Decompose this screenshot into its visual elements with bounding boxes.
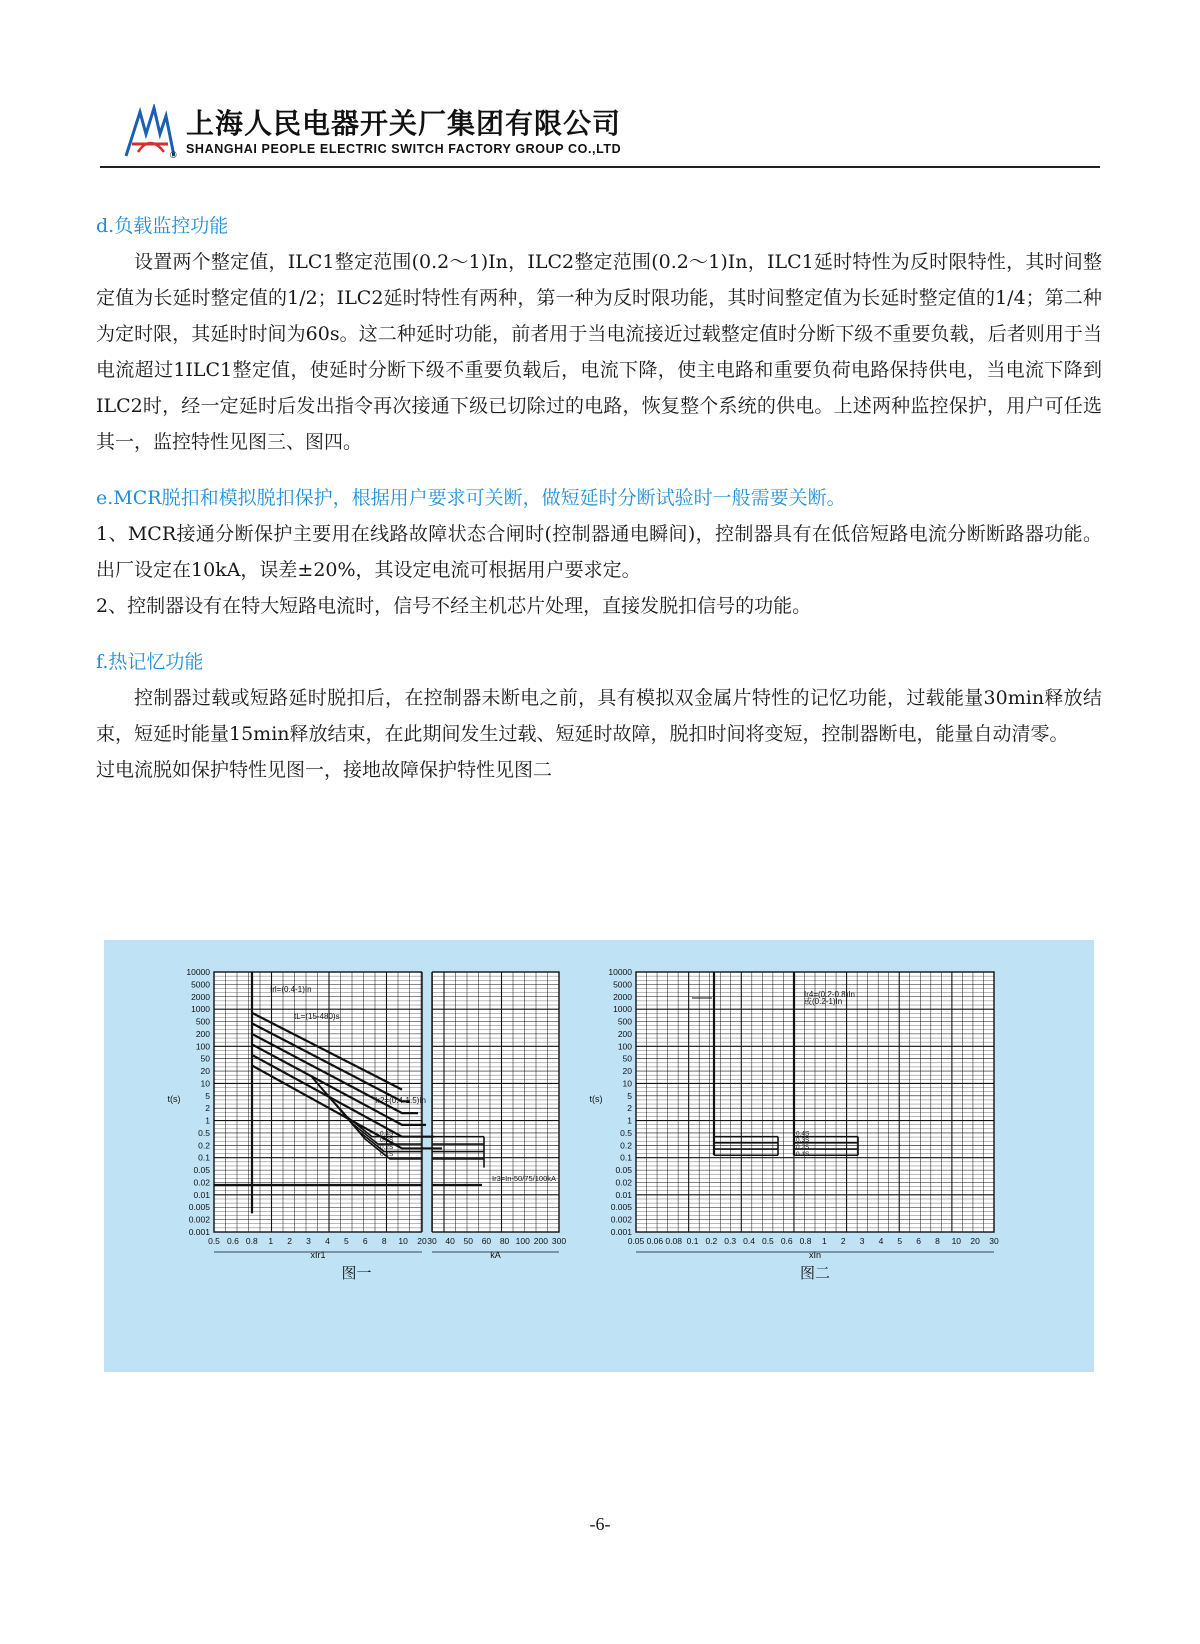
y-tick-label: 0.2 — [620, 1140, 632, 1151]
section-f-title: f.热记忆功能 — [96, 651, 204, 673]
x-tick-label: 4 — [878, 1236, 884, 1246]
x-tick-label: 0.8 — [245, 1236, 258, 1246]
y-tick-label: 1 — [627, 1115, 632, 1126]
section-d-title: d.负载监控功能 — [96, 215, 229, 237]
x-tick-label: 6 — [916, 1236, 921, 1246]
y-tick-label: 0.05 — [193, 1165, 210, 1176]
y-tick-label: 50 — [200, 1053, 210, 1064]
annotation-step: 0.1S — [796, 1150, 810, 1158]
y-tick-label: 0.05 — [615, 1165, 632, 1176]
y-tick-label: 10000 — [608, 967, 632, 977]
y-tick-label: 5000 — [191, 979, 210, 990]
y-tick-label: 5000 — [613, 979, 632, 990]
y-tick-label: 1 — [205, 1115, 210, 1126]
y-tick-label: 100 — [617, 1041, 632, 1052]
y-tick-label: 0.5 — [198, 1127, 210, 1138]
x-tick-label: 0.5 — [761, 1236, 774, 1246]
annotation-step: 0.3S — [796, 1137, 810, 1145]
annotation: Ir2=(0.4-1.5)In — [375, 1096, 426, 1106]
x-tick-label: 5 — [897, 1236, 903, 1246]
y-tick-label: 0.01 — [615, 1189, 632, 1200]
y-tick-label: 0.1 — [620, 1152, 632, 1163]
annotation: Ir3=In-50/75/100kA — [492, 1174, 557, 1184]
y-tick-label: 0.005 — [610, 1202, 632, 1213]
y-tick-label: 0.001 — [188, 1227, 210, 1237]
chart-panel — [104, 940, 1094, 1372]
company-logo-icon — [120, 104, 180, 160]
chart-2 — [590, 967, 999, 1282]
x2-tick-label: 300 — [551, 1236, 567, 1246]
y-axis-label: t(s) — [167, 1094, 181, 1104]
y-tick-label: 0.5 — [620, 1127, 632, 1138]
y-tick-label: 2 — [627, 1103, 632, 1114]
header-divider — [100, 166, 1100, 168]
section-d-body: 设置两个整定值，ILC1整定范围(0.2～1)In，ILC2整定范围(0.2～1)In，ILC1延时特性为反时限特性，其时间整定值为长延时整定值的1/2；ILC2延时特性有两种，第一种为反时限功能，其时间整定值为长延时整定值的1/4；第二种为定时限，其延时时间为60s。这二种延时功能，前者用于当电流接近过载整定值时分断下级不重要负载，后者则用于当电流超过1ILC1整定值，使延时分断下级不重要负载后，电流下降，使主电路和重要负荷电路保持供电，当电流下降到ILC2时，经一定延时后发出指令再次接通下级已切除过的电路，恢复整个系统的供电。上述两种监控保护，用户可任选其一，监控特性见图三、图四。 — [96, 251, 1102, 453]
annotation: Ir4=(0.2-0.8)In — [804, 989, 855, 999]
y-tick-label: 500 — [195, 1016, 210, 1027]
y-tick-label: 0.2 — [198, 1140, 210, 1151]
section-e-item-1: 1、MCR接通分断保护主要用在线路故障状态合闸时(控制器通电瞬间)，控制器具有在低倍短路电流分断断路器功能。出厂设定在10kA，误差±20%，其设定电流可根据用户要求定。 — [96, 523, 1102, 581]
x2-tick-label: 40 — [445, 1236, 455, 1246]
x2-tick-label: 30 — [427, 1236, 437, 1246]
x2-tick-label: 80 — [499, 1236, 510, 1246]
y-tick-label: 10000 — [186, 967, 210, 977]
y-tick-label: 0.005 — [188, 1202, 210, 1213]
x2-tick-label: 60 — [481, 1236, 492, 1246]
x-tick-label: 20 — [417, 1236, 427, 1246]
x-axis-label: xIr1 — [310, 1250, 326, 1260]
y-tick-label: 0.01 — [193, 1189, 210, 1200]
x-tick-label: 0.6 — [780, 1236, 793, 1246]
x-tick-label: 30 — [989, 1236, 999, 1246]
y-tick-label: 50 — [622, 1053, 632, 1064]
x-tick-label: 1 — [268, 1236, 274, 1246]
y-axis-label: t(s) — [589, 1094, 603, 1104]
x-tick-label: 10 — [951, 1236, 962, 1246]
x-tick-label: 0.5 — [208, 1236, 220, 1246]
x-tick-label: 0.3 — [724, 1236, 737, 1246]
page-number: -6- — [589, 1514, 611, 1534]
y-tick-label: 5 — [627, 1090, 632, 1101]
company-name-cn: 上海人民电器开关厂集团有限公司 — [186, 107, 622, 140]
y-tick-label: 10 — [622, 1078, 632, 1089]
y-tick-label: 2000 — [613, 991, 632, 1002]
x-tick-label: 10 — [398, 1236, 408, 1246]
x-tick-label: 20 — [970, 1236, 980, 1246]
x-tick-label: 5 — [343, 1236, 349, 1246]
characteristic-curves — [104, 940, 1094, 1372]
x2-tick-label: 100 — [515, 1236, 530, 1246]
y-tick-label: 20 — [200, 1066, 210, 1077]
y-tick-label: 2 — [205, 1103, 210, 1114]
chart-caption: 图二 — [799, 1265, 831, 1282]
page-header — [100, 96, 1100, 166]
x-tick-label: 0.6 — [226, 1236, 239, 1246]
y-tick-label: 10 — [200, 1078, 210, 1089]
annotation-step: 0.4S — [380, 1130, 394, 1138]
x-tick-label: 1 — [822, 1236, 827, 1246]
y-tick-label: 20 — [622, 1066, 632, 1077]
section-e-item-2: 2、控制器设有在特大短路电流时，信号不经主机芯片处理，直接发脱扣信号的功能。 — [96, 595, 812, 617]
annotation-step: 0.4S — [796, 1130, 810, 1138]
x-tick-label: 0.2 — [705, 1236, 718, 1246]
x-tick-label: 8 — [935, 1236, 940, 1246]
annotation-step: 0.2S — [796, 1144, 810, 1152]
annotation-step: 0.2S — [380, 1144, 394, 1152]
company-name-en: SHANGHAI PEOPLE ELECTRIC SWITCH FACTORY GROUP CO.,LTD — [186, 142, 622, 156]
page-body — [96, 208, 1102, 788]
y-tick-label: 0.002 — [188, 1214, 210, 1225]
y-tick-label: 1000 — [191, 1004, 210, 1015]
annotation-step: 0.3S — [380, 1137, 394, 1145]
x2-tick-label: 200 — [533, 1236, 548, 1246]
x-tick-label: 3 — [859, 1236, 865, 1246]
y-tick-label: 5 — [205, 1090, 210, 1101]
y-tick-label: 200 — [617, 1028, 632, 1039]
x-tick-label: 6 — [362, 1236, 368, 1246]
x-tick-label: 0.8 — [799, 1236, 812, 1246]
x-axis-label: xIn — [808, 1250, 822, 1260]
section-e-title: e.MCR脱扣和模拟脱扣保护，根据用户要求可关断，做短延时分断试验时一般需要关断。 — [96, 487, 846, 509]
y-tick-label: 2000 — [191, 991, 210, 1002]
x-tick-label: 4 — [325, 1236, 330, 1246]
x-tick-label: 0.4 — [743, 1236, 755, 1246]
x-tick-label: 0.08 — [665, 1236, 682, 1246]
y-tick-label: 0.1 — [198, 1152, 210, 1163]
x-tick-label: 2 — [840, 1236, 846, 1246]
y-tick-label: 0.002 — [610, 1214, 632, 1225]
y-tick-label: 0.02 — [193, 1177, 210, 1188]
section-f-body: 控制器过载或短路延时脱扣后，在控制器未断电之前，具有模拟双金属片特性的记忆功能，过载能量30min释放结束，短延时能量15min释放结束，在此期间发生过载、短延时故障，脱扣时间将变短，控制器断电，能量自动清零。 — [96, 687, 1102, 745]
x2-tick-label: 50 — [463, 1236, 474, 1246]
x-tick-label: 2 — [287, 1236, 293, 1246]
registered-mark: ® — [170, 150, 177, 160]
section-f-note: 过电流脱如保护特性见图一，接地故障保护特性见图二 — [96, 759, 553, 781]
chart-1 — [168, 967, 567, 1282]
annotation: Irl=(0.4-1)In — [270, 984, 312, 994]
x-tick-label: 8 — [381, 1236, 387, 1246]
annotation: 或(0.2-1)In — [804, 997, 843, 1007]
chart-caption: 图一 — [341, 1265, 372, 1282]
x2-axis-label: kA — [490, 1250, 501, 1260]
y-tick-label: 1000 — [613, 1004, 632, 1015]
x-tick-label: 0.06 — [646, 1236, 664, 1246]
y-tick-label: 200 — [195, 1028, 210, 1039]
y-tick-label: 500 — [617, 1016, 632, 1027]
y-tick-label: 100 — [195, 1041, 210, 1052]
y-tick-label: 0.001 — [610, 1227, 632, 1237]
y-tick-label: 0.02 — [615, 1177, 632, 1188]
x-tick-label: 0.05 — [627, 1236, 645, 1246]
x-tick-label: 0.1 — [686, 1236, 699, 1246]
annotation: tL=(15-480)s — [294, 1012, 340, 1022]
annotation-step: 0.1S — [380, 1150, 394, 1158]
x-tick-label: 3 — [306, 1236, 311, 1246]
